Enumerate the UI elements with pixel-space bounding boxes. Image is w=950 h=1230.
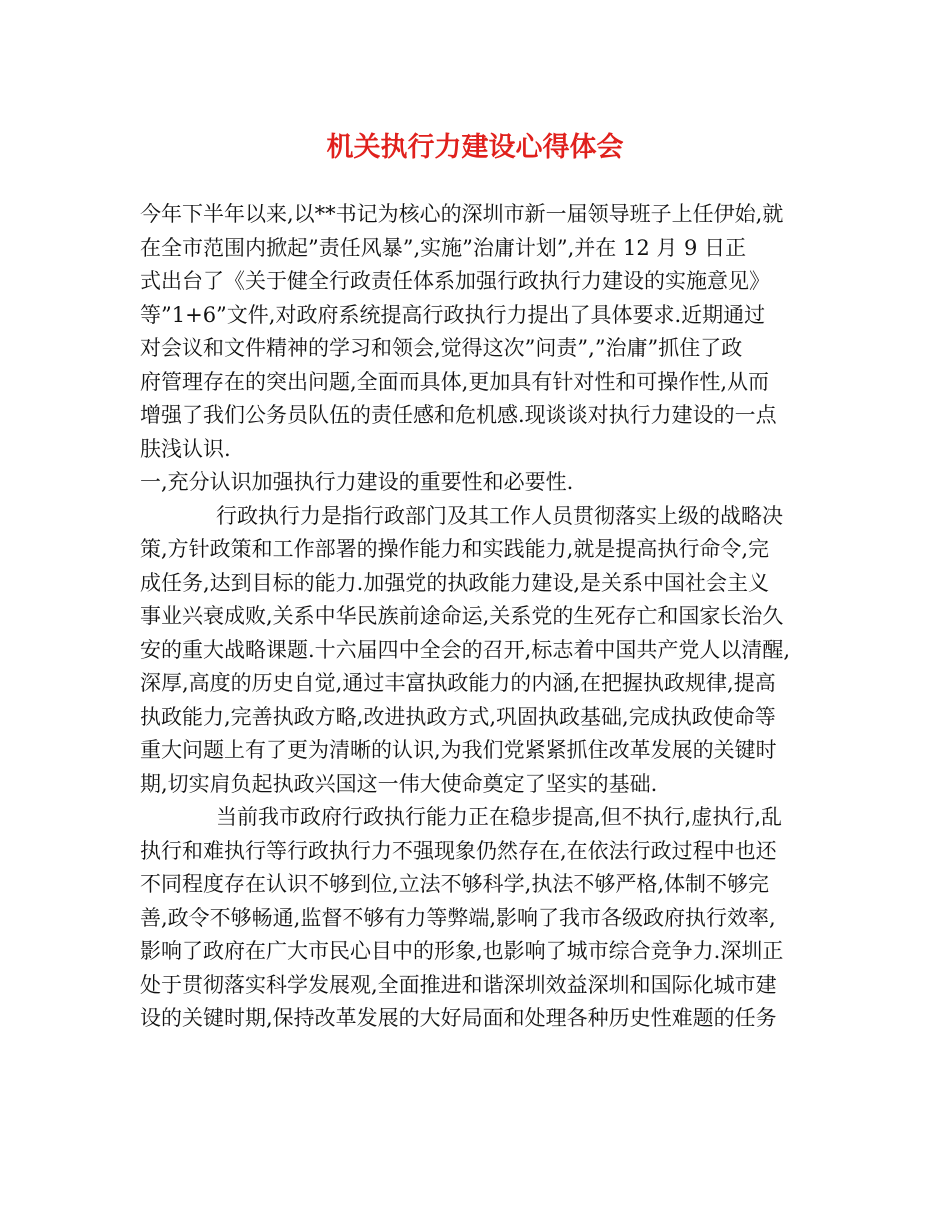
text-line: 重大问题上有了更为清晰的认识,为我们党紧紧抓住改革发展的关键时 — [140, 738, 777, 762]
text-line: 执行和难执行等行政执行力不强现象仍然存在,在依法行政过程中也还 — [140, 838, 777, 863]
text-line: 增强了我们公务员队伍的责任感和危机感.现谈谈对执行力建设的一点 — [140, 403, 777, 427]
text-line: 一,充分认识加强执行力建设的重要性和必要性. — [140, 470, 574, 494]
text-line: 成任务,达到目标的能力.加强党的执政能力建设,是关系中国社会主义 — [140, 570, 770, 595]
text-line: 深厚,高度的历史自觉,通过丰富执政能力的内涵,在把握执政规律,提高 — [140, 671, 776, 695]
text-line: 影响了政府在广大市民心目中的形象,也影响了城市综合竞争力.深圳正 — [140, 939, 784, 963]
text-line: 等”1+6”文件,对政府系统提高行政执行力提出了具体要求.近期通过 — [140, 302, 766, 327]
text-line: 对会议和文件精神的学习和领会,觉得这次”问责”,”治庸”抓住了政 — [140, 336, 743, 360]
text-line: 善,政令不够畅通,监督不够有力等弊端,影响了我市各级政府执行效率, — [140, 905, 776, 930]
text-line: 行政执行力是指行政部门及其工作人员贯彻落实上级的战略决 — [216, 503, 783, 528]
text-line: 策,方针政策和工作部署的操作能力和实践能力,就是提高执行命令,完 — [140, 537, 770, 561]
text-line: 当前我市政府行政执行能力正在稳步提高,但不执行,虚执行,乱 — [216, 805, 783, 829]
text-line: 执政能力,完善执政方略,改进执政方式,巩固执政基础,完成执政使命等 — [140, 704, 776, 729]
text-line: 处于贯彻落实科学发展观,全面推进和谐深圳效益深圳和国际化城市建 — [140, 972, 777, 997]
text-line: 府管理存在的突出问题,全面而具体,更加具有针对性和可操作性,从而 — [140, 369, 770, 394]
text-line: 期,切实肩负起执政兴国这一伟大使命奠定了坚实的基础. — [140, 771, 658, 796]
text-line: 不同程度存在认识不够到位,立法不够科学,执法不够严格,体制不够完 — [140, 872, 770, 896]
document-body — [140, 198, 820, 1036]
text-line: 今年下半年以来,以**书记为核心的深圳市新一届领导班子上任伊始,就 — [140, 202, 784, 226]
document-title: 机关执行力建设心得体会 — [326, 132, 624, 163]
text-line: 设的关键时期,保持改革发展的大好局面和处理各种历史性难题的任务 — [140, 1006, 777, 1030]
text-line: 式出台了《关于健全行政责任体系加强行政执行力建设的实施意见》 — [140, 269, 770, 293]
text-line: 安的重大战略课题.十六届四中全会的召开,标志着中国共产党人以清醒, — [140, 637, 791, 662]
text-line: 肤浅认识. — [140, 436, 231, 461]
text-line: 事业兴衰成败,关系中华民族前途命运,关系党的生死存亡和国家长治久 — [140, 604, 784, 628]
text-line: 在全市范围内掀起”责任风暴”,实施”治庸计划”,并在 12 月 9 日正 — [140, 235, 747, 260]
